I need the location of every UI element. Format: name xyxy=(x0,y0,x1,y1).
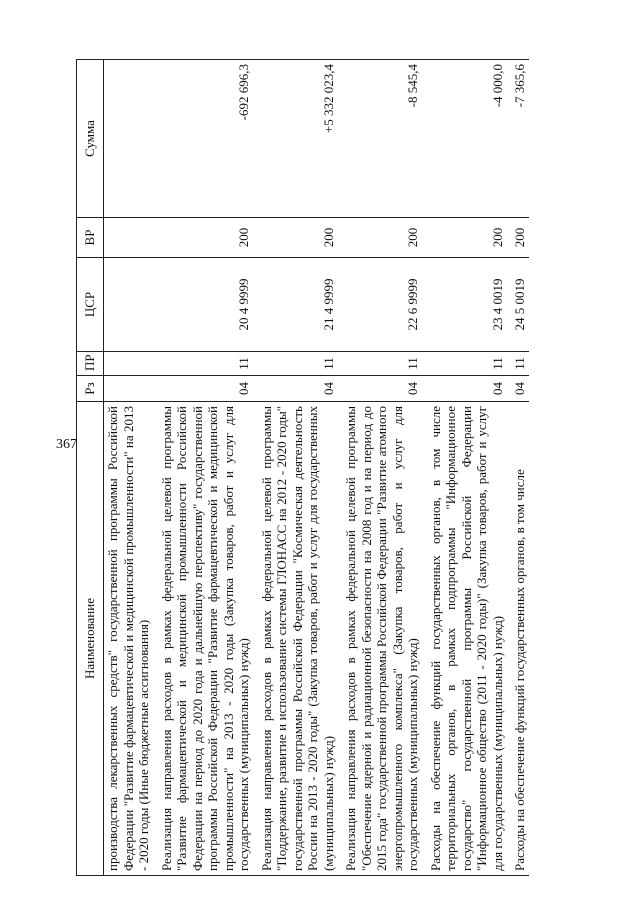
row-name: Реализация направления расходов в рамках федеральной целевой программы "Обеспечение ядерной и радиационной безопасности на 2008 год и на период до 2015 года" государственной программы Российской Федерации "Развитие атомного энергопромышленного комплекса" (Закупка товаров, работ и услуг для государственных (муниципальных) нужд) xyxy=(337,402,422,876)
column-header-pr: ПР xyxy=(77,352,104,376)
row-rz: 04 xyxy=(153,376,253,402)
row-vr: 200 xyxy=(422,218,507,258)
column-header-sum: Сумма xyxy=(77,60,104,218)
row-csr: 21 4 9999 xyxy=(253,258,338,352)
row-vr: 200 xyxy=(506,218,529,258)
row-vr xyxy=(104,218,153,258)
row-name: производства лекарственных средств" государственной программы Российской Федерации "Развитие фармацевтической и медицинской промышленности" на 2013 - 2020 годы (Иные бюджетные ассигнования) xyxy=(104,402,153,876)
table-row xyxy=(253,60,338,876)
table-row xyxy=(506,60,529,876)
row-csr: 23 4 0019 xyxy=(422,258,507,352)
row-sum: -692 696,3 xyxy=(153,60,253,218)
row-sum: -7 365,6 xyxy=(506,60,529,218)
table-row xyxy=(153,60,253,876)
column-header-vr: ВР xyxy=(77,218,104,258)
table-header-row xyxy=(77,60,104,876)
row-sum xyxy=(104,60,153,218)
row-name: Реализация направления расходов в рамках федеральной целевой программы "Поддержание, развитие и использование системы ГЛОНАСС на 2012 - 2020 годы" государственной программы Российской Федерации "Космическая деятельность России на 2013 - 2020 годы" (Закупка товаров, работ и услуг для государственных (муниципальных) нужд) xyxy=(253,402,338,876)
row-name: Реализация направления расходов в рамках федеральной целевой программы "Развитие фармацевтической и медицинской промышленности Российской Федерации на период до 2020 года и дальнейшую перспективу" государственной программы Российской Федерации "Развитие фармацевтической и медицинской промышленности" на 2013 - 2020 годы (Закупка товаров, работ и услуг для государственных (муниципальных) нужд) xyxy=(153,402,253,876)
table-row xyxy=(104,60,153,876)
row-pr: 11 xyxy=(253,352,338,376)
row-rz: 04 xyxy=(337,376,422,402)
column-header-name: Наименование xyxy=(77,402,104,876)
row-vr: 200 xyxy=(337,218,422,258)
row-csr: 22 6 9999 xyxy=(337,258,422,352)
row-pr: 11 xyxy=(337,352,422,376)
row-csr: 24 5 0019 xyxy=(506,258,529,352)
budget-table xyxy=(76,59,529,876)
row-pr: 11 xyxy=(422,352,507,376)
row-vr: 200 xyxy=(253,218,338,258)
table-row xyxy=(337,60,422,876)
row-pr xyxy=(104,352,153,376)
row-pr: 11 xyxy=(153,352,253,376)
rotated-page-content xyxy=(76,60,606,876)
row-vr: 200 xyxy=(153,218,253,258)
row-sum: -4 000,0 xyxy=(422,60,507,218)
column-header-rz: Рз xyxy=(77,376,104,402)
row-csr xyxy=(104,258,153,352)
row-rz: 04 xyxy=(253,376,338,402)
row-pr: 11 xyxy=(506,352,529,376)
row-sum: -8 545,4 xyxy=(337,60,422,218)
row-sum: +5 332 023,4 xyxy=(253,60,338,218)
column-header-csr: ЦСР xyxy=(77,258,104,352)
page-number: 367 xyxy=(56,437,77,452)
row-name: Расходы на обеспечение функций государственных органов, в том числе территориальных органов, в рамках подпрограммы "Информационное государство" государственной программы Российской Федерации "Информационное общество (2011 - 2020 годы)" (Закупка товаров, работ и услуг для государственных (муниципальных) нужд) xyxy=(422,402,507,876)
row-rz: 04 xyxy=(506,376,529,402)
table-row xyxy=(422,60,507,876)
row-name: Расходы на обеспечение функций государственных органов, в том числе xyxy=(506,402,529,876)
row-rz: 04 xyxy=(422,376,507,402)
row-csr: 20 4 9999 xyxy=(153,258,253,352)
row-rz xyxy=(104,376,153,402)
